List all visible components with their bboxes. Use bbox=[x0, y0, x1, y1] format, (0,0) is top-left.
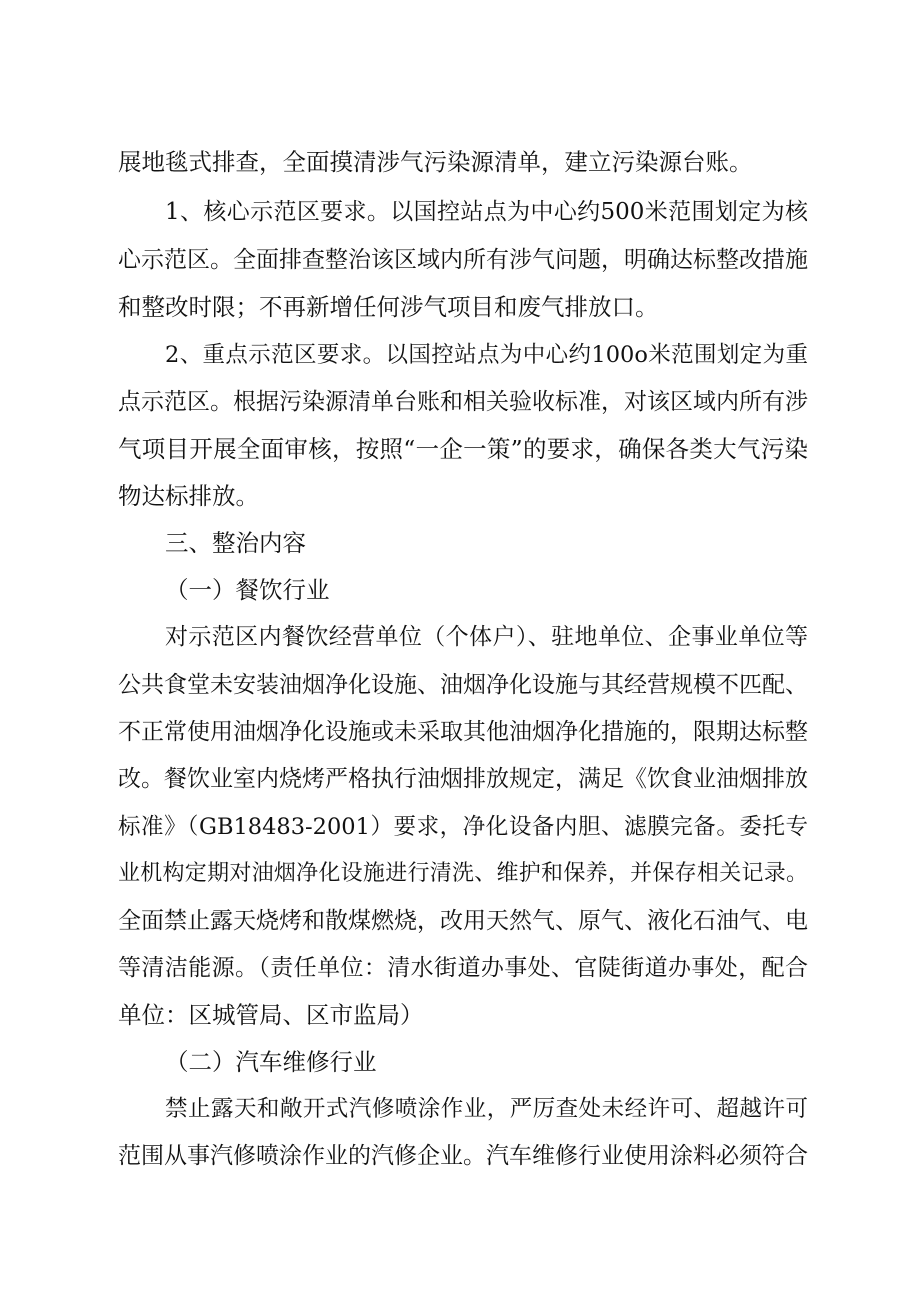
paragraph-item1-line-1: 1、核心示范区要求。以国控站点为中心约500米范围划定为核 bbox=[165, 199, 808, 225]
paragraph-sub2-line-2: 范围从事汽修喷涂作业的汽修企业。汽车维修行业使用涂料必须符合 bbox=[118, 1143, 808, 1169]
section-3-heading: 三、整治内容 bbox=[165, 529, 306, 557]
paragraph-item2-line-2: 点示范区。根据污染源清单台账和相关验收标准，对该区域内所有涉 bbox=[118, 389, 808, 415]
paragraph-sub1-line-2: 公共食堂未安装油烟净化设施、油烟净化设施与其经营规模不匹配、 bbox=[118, 672, 808, 698]
paragraph-sub2-line-1: 禁止露天和敞开式汽修喷涂作业，严厉查处未经许可、超越许可 bbox=[165, 1096, 808, 1122]
paragraph-item1-line-3: 和整改时限；不再新增任何涉气项目和废气排放口。 bbox=[118, 293, 659, 321]
paragraph-item2-line-1: 2、重点示范区要求。以国控站点为中心约100o米范围划定为重 bbox=[165, 342, 808, 368]
paragraph-sub1-line-6: 业机构定期对油烟净化设施进行清洗、维护和保养，并保存相关记录。 bbox=[118, 861, 808, 886]
paragraph-item2-line-3: 气项目开展全面审核，按照“一企一策”的要求，确保各类大气污染 bbox=[118, 435, 808, 463]
paragraph-sub1-line-4: 改。餐饮业室内烧烤严格执行油烟排放规定，满足《饮食业油烟排放 bbox=[118, 766, 808, 792]
paragraph-intro-line-1: 展地毯式排查，全面摸清涉气污染源清单，建立污染源台账。 bbox=[118, 148, 753, 176]
subsection-2-heading: （二）汽车维修行业 bbox=[165, 1048, 377, 1076]
paragraph-sub1-line-5: 标准》（GB18483-2001）要求，净化设备内胆、滤膜完备。委托专 bbox=[118, 814, 808, 840]
paragraph-sub1-line-8: 等清洁能源。（责任单位：清水街道办事处、官陡街道办事处，配合 bbox=[118, 955, 808, 981]
paragraph-sub1-line-1: 对示范区内餐饮经营单位（个体户）、驻地单位、企事业单位等 bbox=[165, 624, 808, 650]
paragraph-sub1-line-9: 单位：区城管局、区市监局） bbox=[118, 1001, 424, 1029]
subsection-1-heading: （一）餐饮行业 bbox=[165, 576, 330, 604]
paragraph-sub1-line-7: 全面禁止露天烧烤和散煤燃烧，改用天然气、原气、液化石油气、电 bbox=[118, 908, 808, 934]
paragraph-sub1-line-3: 不正常使用油烟净化设施或未采取其他油烟净化措施的，限期达标整 bbox=[118, 719, 808, 745]
paragraph-item1-line-2: 心示范区。全面排查整治该区域内所有涉气问题，明确达标整改措施 bbox=[118, 247, 808, 273]
paragraph-item2-line-4: 物达标排放。 bbox=[118, 482, 259, 510]
